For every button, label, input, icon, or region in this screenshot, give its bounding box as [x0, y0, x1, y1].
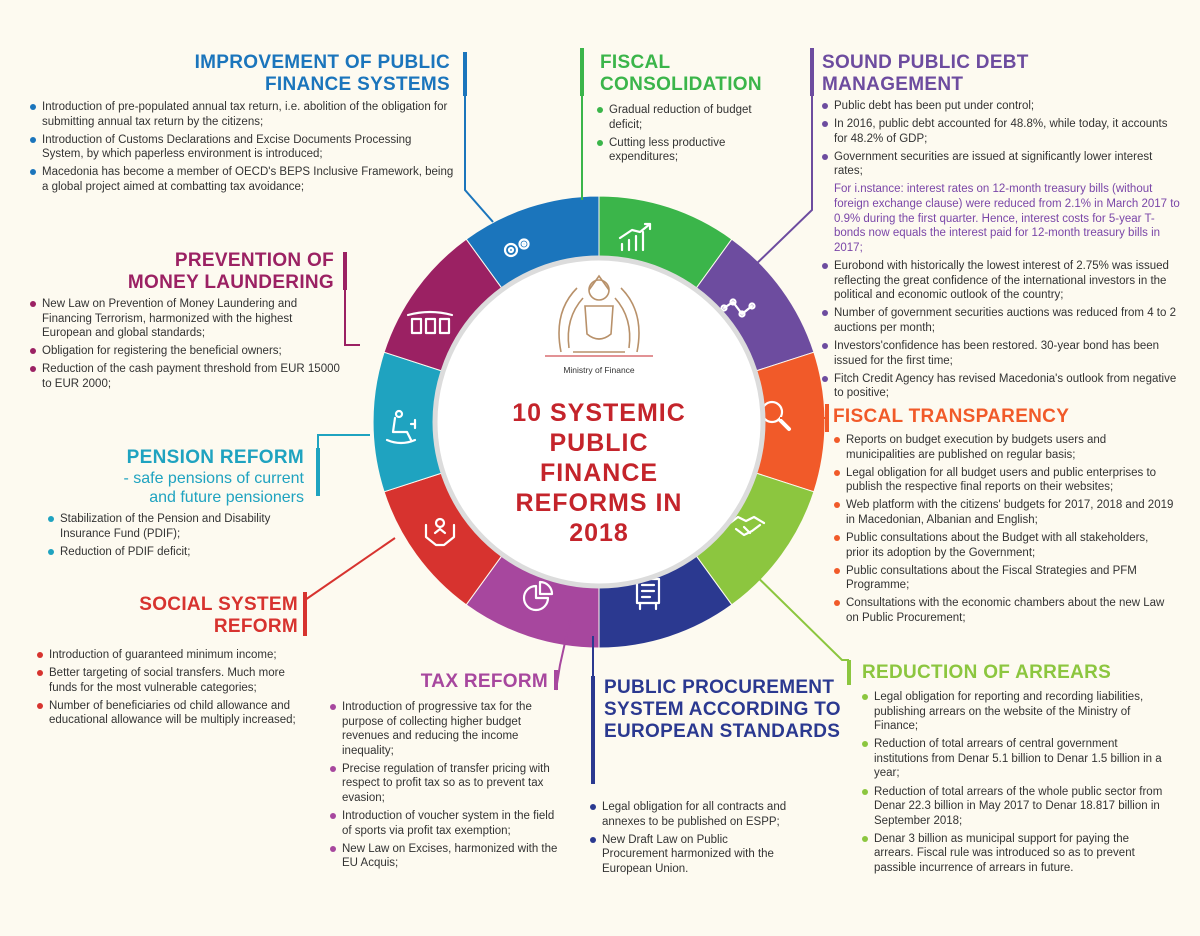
reform-item: Introduction of voucher system in the field of sports via profit tax exemption; — [330, 809, 562, 838]
reform-items — [30, 297, 340, 395]
reform-public-finance-systems — [160, 52, 450, 96]
reform-item: Public consultations about the Fiscal Strategies and PFM Programme; — [834, 564, 1174, 593]
reform-title: TAX REFORM — [420, 671, 548, 692]
reform-arrears — [862, 662, 1162, 684]
reform-item: Reduction of the cash payment threshold from EUR 15000 to EUR 2000; — [30, 362, 340, 391]
reform-item: Eurobond with historically the lowest interest of 2.75% was issued reflecting the great confidence of the international investors in the political and economic outlook of the country; — [822, 259, 1182, 303]
reform-tax — [400, 671, 548, 693]
reform-item: In 2016, public debt accounted for 48.8%, while today, it accounts for 48.2% of GDP; — [822, 117, 1182, 146]
reform-items — [862, 690, 1167, 879]
reform-item: Introduction of Customs Declarations and Excise Documents Processing System, by which paperless environment is introduced; — [30, 133, 455, 162]
reform-items — [37, 648, 315, 731]
reform-public-debt — [822, 52, 1062, 96]
reform-fiscal-consolidation — [600, 52, 780, 96]
reform-items — [590, 800, 790, 880]
reform-item: Precise regulation of transfer pricing with respect to profit tax so as to prevent tax evasion; — [330, 762, 562, 806]
reform-item: Reports on budget execution by budgets users and municipalities are published on regular basis; — [834, 433, 1174, 462]
reform-item: Legal obligation for all budget users and public enterprises to publish the respective final reports on their websites; — [834, 466, 1174, 495]
reform-item: Obligation for registering the beneficial owners; — [30, 344, 340, 359]
reform-title: PREVENTION OF MONEY LAUNDERING — [127, 250, 334, 293]
reform-item: Macedonia has become a member of OECD's BEPS Inclusive Framework, being a global project aimed at combatting tax avoidance; — [30, 165, 455, 194]
reform-item: Investors'confidence has been restored. 30-year bond has been issued for the first time; — [822, 339, 1182, 368]
reform-item: Cutting less productive expenditures; — [597, 136, 767, 165]
reform-items — [597, 103, 767, 168]
reform-item: New Law on Prevention of Money Laundering and Financing Terrorism, harmonized with the highest European and global standards; — [30, 297, 340, 341]
reform-fiscal-transparency — [833, 406, 1133, 428]
reform-title: SOUND PUBLIC DEBT MANAGEMENT — [822, 52, 1029, 95]
reform-item: Fitch Credit Agency has revised Macedonia's outlook from negative to positive; — [822, 372, 1182, 401]
reform-title: SOCIAL SYSTEM REFORM — [139, 594, 298, 637]
reform-item: Reduction of total arrears of the whole public sector from Denar 22.3 billion in May 2017 to Denar 18.817 billion in September 2018; — [862, 785, 1167, 829]
reform-item: Better targeting of social transfers. Much more funds for the most vulnerable categories; — [37, 666, 315, 695]
reform-items — [48, 512, 298, 563]
reform-item: Introduction of guaranteed minimum income; — [37, 648, 315, 663]
reform-note: For i.nstance: interest rates on 12-month treasury bills (without foreign exchange clause) were reduced from 2.1% in March 2017 to 0.9% during the first quarter. Hence, interest costs for 5-year T-bonds now equals the interest paid for 12-month treasury bills in 2017; — [834, 183, 1180, 254]
reform-item: Gradual reduction of budget deficit; — [597, 103, 767, 132]
reform-title: IMPROVEMENT OF PUBLIC FINANCE SYSTEMS — [194, 52, 450, 95]
center-title: 10 SYSTEMIC PUBLIC FINANCE REFORMS IN 2018 — [512, 399, 686, 547]
reform-item: Consultations with the economic chambers about the new Law on Public Procurement; — [834, 596, 1174, 625]
reform-procurement — [604, 677, 864, 743]
reform-subtitle: - safe pensions of current and future pensioners — [123, 470, 304, 506]
reform-item: Public consultations about the Budget with all stakeholders, prior its adoption by the Government; — [834, 531, 1174, 560]
reform-item: Stabilization of the Pension and Disability Insurance Fund (PDIF); — [48, 512, 298, 541]
reform-item: Legal obligation for reporting and recording liabilities, publishing arrears on the website of the Ministry of Finance; — [862, 690, 1167, 734]
reform-item: Number of government securities auctions was reduced from 4 to 2 auctions per month; — [822, 306, 1182, 335]
reform-item: Web platform with the citizens' budgets for 2017, 2018 and 2019 in Macedonian, Albanian and English; — [834, 498, 1174, 527]
reform-title: PENSION REFORM — [126, 447, 304, 468]
reform-item: Government securities are issued at significantly lower interest rates; — [822, 150, 1182, 179]
reform-item: New Draft Law on Public Procurement harmonized with the European Union. — [590, 833, 790, 877]
reform-items — [330, 700, 562, 875]
reform-money-laundering — [110, 250, 334, 294]
center-panel — [447, 270, 751, 574]
reform-item: Reduction of PDIF deficit; — [48, 545, 298, 560]
reform-pension — [80, 447, 304, 507]
reform-items — [822, 99, 1182, 404]
reform-social-system — [110, 594, 298, 638]
reform-item: Public debt has been put under control; — [822, 99, 1182, 114]
reform-items — [30, 100, 455, 198]
reform-title: REDUCTION OF ARREARS — [862, 662, 1112, 683]
reform-item: Introduction of pre-populated annual tax return, i.e. abolition of the obligation for submitting annual tax return by the citizens; — [30, 100, 455, 129]
logo-caption: Ministry of Finance — [563, 365, 635, 375]
reform-title: PUBLIC PROCUREMENT SYSTEM ACCORDING TO EUROPEAN STANDARDS — [604, 677, 841, 742]
reform-item: Number of beneficiaries od child allowance and educational allowance will be multiply increased; — [37, 699, 315, 728]
reform-item: New Law on Excises, harmonized with the EU Acquis; — [330, 842, 562, 871]
reform-item: Denar 3 billion as municipal support for paying the arrears. Fiscal rule was introduced so as to prevent passible incurrence of arrears in future. — [862, 832, 1167, 876]
reform-items — [834, 433, 1174, 629]
reform-title: FISCAL CONSOLIDATION — [600, 52, 762, 95]
reform-title: FISCAL TRANSPARENCY — [833, 406, 1070, 427]
reform-item: Reduction of total arrears of central government institutions from Denar 5.1 billion to Denar 1.5 billion in a year; — [862, 737, 1167, 781]
reform-item: Legal obligation for all contracts and annexes to be published on ESPP; — [590, 800, 790, 829]
reform-item: Introduction of progressive tax for the purpose of collecting higher budget revenues and reducing the income inequality; — [330, 700, 562, 758]
